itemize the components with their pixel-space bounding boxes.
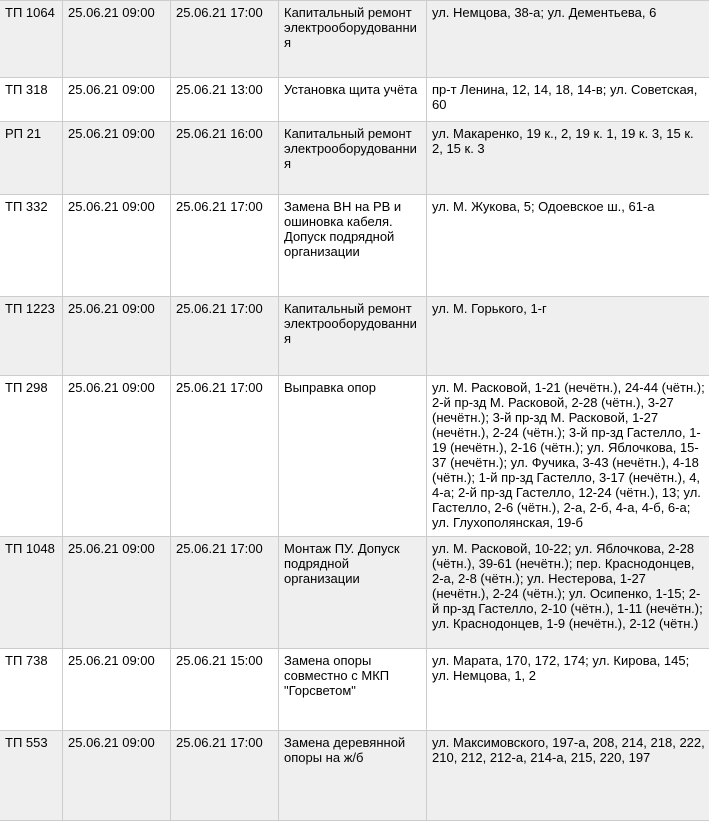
cell-work-type: Замена опоры совместно с МКП "Горсветом" [279,649,427,730]
cell-work-type: Замена ВН на РВ и ошиновка кабеля. Допуск подрядной организации [279,195,427,296]
cell-substation-id: ТП 332 [0,195,63,296]
cell-end-time: 25.06.21 17:00 [171,731,279,820]
cell-addresses: ул. Немцова, 38-а; ул. Дементьева, 6 [432,5,657,20]
cell-substation-id: ТП 1064 [0,1,63,77]
cell-work-type: Замена деревянной опоры на ж/б [279,731,427,820]
cell-substation-id: ТП 738 [0,649,63,730]
cell-addresses: ул. М. Жукова, 5; Одоевское ш., 61-а [432,199,655,214]
cell-work-type: Установка щита учёта [279,78,427,121]
cell-addresses: ул. М. Расковой, 10-22; ул. Яблочкова, 2-28 (чётн.), 39-61 (нечётн.); пер. Краснодонцев, 2-а, 2-8 (чётн.); ул. Нестерова, 1-27 (нечётн.), 2-24 (чётн.); ул. Осипенко, 1-15; 2-й пр-зд Гастелло, 2-10 (чётн.), 1-11 (нечётн.); ул. Краснодонцев, 1-9 (нечётн.), 2-12 (чётн.) [432,541,703,631]
table-row [0,1,709,78]
cell-work-type: Капитальный ремонт электрооборудованния [279,122,427,194]
cell-substation-id: ТП 553 [0,731,63,820]
cell-addresses: ул. Макаренко, 19 к., 2, 19 к. 1, 19 к. 3, 15 к. 2, 15 к. 3 [432,126,694,156]
table-row [0,297,709,376]
cell-substation-id: РП 21 [0,122,63,194]
table-row [0,731,709,821]
cell-start-time: 25.06.21 09:00 [63,297,171,375]
table-row [0,195,709,297]
cell-work-type: Капитальный ремонт электрооборудованния [279,1,427,77]
cell-substation-id: ТП 1223 [0,297,63,375]
cell-start-time: 25.06.21 09:00 [63,537,171,648]
cell-start-time: 25.06.21 09:00 [63,649,171,730]
cell-addresses: ул. М. Горького, 1-г [432,301,547,316]
cell-end-time: 25.06.21 17:00 [171,537,279,648]
cell-addresses: ул. М. Расковой, 1-21 (нечётн.), 24-44 (чётн.); 2-й пр-зд М. Расковой, 2-28 (чётн.), 3-27 (нечётн.); 3-й пр-зд М. Расковой, 1-27 (нечётн.), 2-24 (чётн.); 3-й пр-зд Гастелло, 1-19 (нечётн.), 2-16 (чётн.); ул. Яблочкова, 15-37 (нечётн.); ул. Фучика, 3-43 (нечётн.), 4-18 (чётн.); 1-й пр-зд Гастелло, 3-17 (нечётн.), 4, 4-а; 2-й пр-зд Гастелло, 12-24 (чётн.), 13; ул. Гастелло, 2-6 (чётн.), 2-а, 2-б, 4-а, 4-б, 6-а; ул. Глухополянская, 19-б [432,380,705,530]
cell-end-time: 25.06.21 16:00 [171,122,279,194]
cell-start-time: 25.06.21 09:00 [63,731,171,820]
cell-end-time: 25.06.21 17:00 [171,376,279,536]
cell-substation-id: ТП 298 [0,376,63,536]
cell-start-time: 25.06.21 09:00 [63,122,171,194]
table-row [0,537,709,649]
cell-addresses: ул. Марата, 170, 172, 174; ул. Кирова, 145; ул. Немцова, 1, 2 [432,653,690,683]
cell-substation-id: ТП 1048 [0,537,63,648]
cell-end-time: 25.06.21 15:00 [171,649,279,730]
cell-work-type: Выправка опор [279,376,427,536]
cell-start-time: 25.06.21 09:00 [63,195,171,296]
cell-end-time: 25.06.21 17:00 [171,297,279,375]
cell-substation-id: ТП 318 [0,78,63,121]
table-row [0,376,709,537]
cell-addresses: ул. Максимовского, 197-а, 208, 214, 218, 222, 210, 212, 212-а, 214-а, 215, 220, 197 [432,735,705,765]
table-row [0,649,709,731]
cell-work-type: Капитальный ремонт электрооборудованния [279,297,427,375]
table-row [0,122,709,195]
cell-addresses: пр-т Ленина, 12, 14, 18, 14-в; ул. Советская, 60 [432,82,698,112]
cell-start-time: 25.06.21 09:00 [63,1,171,77]
cell-end-time: 25.06.21 17:00 [171,195,279,296]
cell-work-type: Монтаж ПУ. Допуск подрядной организации [279,537,427,648]
cell-start-time: 25.06.21 09:00 [63,376,171,536]
cell-start-time: 25.06.21 09:00 [63,78,171,121]
table-row [0,78,709,122]
cell-end-time: 25.06.21 17:00 [171,1,279,77]
cell-end-time: 25.06.21 13:00 [171,78,279,121]
